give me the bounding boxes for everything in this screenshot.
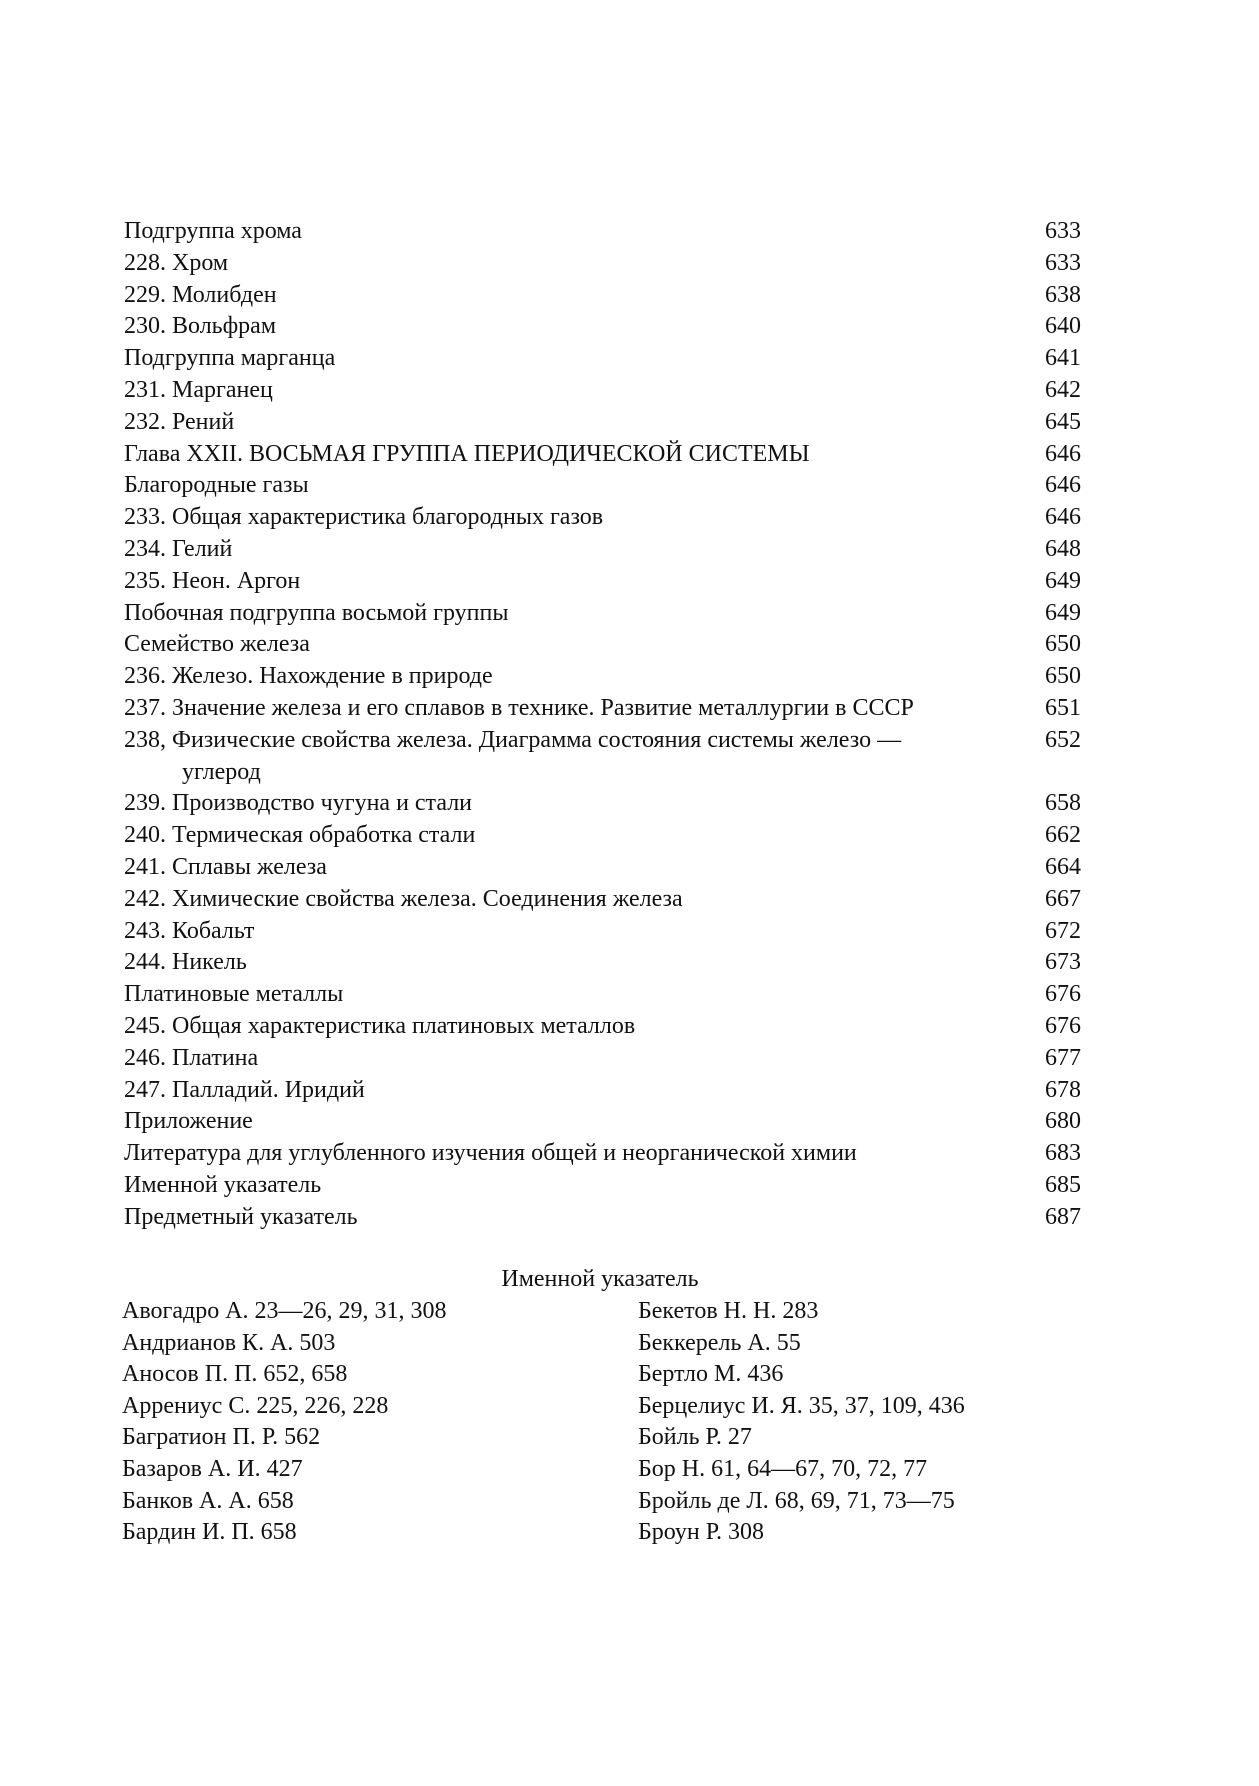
toc-entry-title: 241. Сплавы железа bbox=[124, 853, 327, 880]
toc-entry bbox=[124, 820, 1084, 852]
name-index-heading: Именной указатель bbox=[501, 1266, 699, 1292]
toc-entry-page-number: 641 bbox=[1045, 345, 1081, 372]
toc-entry bbox=[124, 502, 1084, 534]
name-index-entry: Берцелиус И. Я. 35, 37, 109, 436 bbox=[638, 1392, 965, 1419]
toc-entry bbox=[124, 470, 1084, 502]
toc-entry-title: 234. Гелий bbox=[124, 535, 233, 562]
toc-entry bbox=[124, 311, 1084, 343]
toc-entry-title: 236. Железо. Нахождение в природе bbox=[124, 663, 493, 690]
name-index-entry: Бардин И. П. 658 bbox=[122, 1519, 297, 1546]
toc-entry-page-number: 676 bbox=[1045, 1012, 1081, 1039]
toc-entry-page-number: 651 bbox=[1045, 694, 1081, 721]
toc-entry-title: 243. Кобальт bbox=[124, 917, 255, 944]
toc-entry bbox=[124, 598, 1084, 630]
toc-entry-page-number: 633 bbox=[1045, 218, 1081, 244]
name-index-entry: Банков А. А. 658 bbox=[122, 1487, 294, 1514]
toc-entry-title: 238, Физические свойства железа. Диаграмма состояния системы железо — bbox=[124, 726, 902, 753]
toc-entry-page-number: 638 bbox=[1045, 281, 1081, 308]
toc-entry bbox=[124, 343, 1084, 375]
toc-entry-title: Предметный указатель bbox=[124, 1203, 358, 1230]
toc-entry-page-number: 680 bbox=[1045, 1108, 1081, 1135]
toc-entry-title: Семейство железа bbox=[124, 631, 310, 658]
name-index-entry: Багратион П. Р. 562 bbox=[122, 1424, 321, 1451]
name-index-entry: Аррениус С. 225, 226, 228 bbox=[122, 1392, 389, 1419]
toc-entry-page-number: 667 bbox=[1045, 885, 1081, 912]
toc-entry-title: Литература для углубленного изучения общей и неорганической химии bbox=[124, 1140, 857, 1167]
name-index-left-column bbox=[122, 1296, 447, 1549]
toc-entry-title: 233. Общая характеристика благородных газов bbox=[124, 504, 604, 531]
toc-entry-page-number: 662 bbox=[1045, 822, 1081, 849]
toc-entry-title: 242. Химические свойства железа. Соединения железа bbox=[124, 885, 683, 912]
toc-entry bbox=[124, 280, 1084, 312]
toc-entry bbox=[124, 1106, 1084, 1138]
toc-entry-page-number: 640 bbox=[1045, 313, 1081, 340]
toc-entry-title: Подгруппа хрома bbox=[124, 218, 302, 244]
toc-entry bbox=[124, 439, 1084, 471]
toc-entry-page-number: 687 bbox=[1045, 1203, 1081, 1230]
toc-entry bbox=[124, 375, 1084, 407]
toc-entry-page-number: 646 bbox=[1045, 440, 1081, 467]
toc-entry-title: Приложение bbox=[124, 1108, 253, 1135]
name-index-right-column bbox=[638, 1296, 965, 1549]
toc-entry-page-number: 646 bbox=[1045, 504, 1081, 531]
toc-entry-title: Платиновые металлы bbox=[124, 981, 344, 1008]
toc-entry-title: Глава XXII. ВОСЬМАЯ ГРУППА ПЕРИОДИЧЕСКОЙ СИСТЕМЫ bbox=[124, 440, 810, 467]
toc-entry-title: 244. Никель bbox=[124, 949, 247, 976]
toc-entry-page-number: 646 bbox=[1045, 472, 1081, 499]
toc-entry bbox=[124, 534, 1084, 566]
toc-entry bbox=[124, 566, 1084, 598]
toc-entry-page-number: 672 bbox=[1045, 917, 1081, 944]
name-index-entry: Аносов П. П. 652, 658 bbox=[122, 1361, 348, 1388]
toc-entry bbox=[124, 884, 1084, 916]
toc-entry-page-number: 658 bbox=[1045, 790, 1081, 817]
toc-entry bbox=[124, 407, 1084, 439]
toc-entry-page-number: 650 bbox=[1045, 663, 1081, 690]
toc-entry bbox=[124, 916, 1084, 948]
toc-entry-title: 247. Палладий. Иридий bbox=[124, 1076, 365, 1103]
toc-entry-page-number: 652 bbox=[1045, 726, 1081, 753]
toc-entry-title: 237. Значение железа и его сплавов в технике. Развитие металлургии в СССР bbox=[124, 694, 914, 721]
toc-entry-page-number: 645 bbox=[1045, 408, 1081, 435]
name-index-entry: Бойль Р. 27 bbox=[638, 1424, 752, 1451]
toc-entry-title: 228. Хром bbox=[124, 249, 229, 276]
name-index-entry: Беккерель А. 55 bbox=[638, 1329, 801, 1356]
toc-entry bbox=[124, 629, 1084, 661]
toc-entry bbox=[124, 979, 1084, 1011]
toc-entry-page-number: 649 bbox=[1045, 567, 1081, 594]
toc-entry-page-number: 648 bbox=[1045, 535, 1081, 562]
toc-entry bbox=[124, 725, 1084, 789]
toc-entry-page-number: 650 bbox=[1045, 631, 1081, 658]
toc-entry bbox=[124, 788, 1084, 820]
toc-entry bbox=[124, 216, 1084, 248]
toc-entry-page-number: 664 bbox=[1045, 853, 1081, 880]
toc-entry-page-number: 676 bbox=[1045, 981, 1081, 1008]
toc-entry bbox=[124, 1075, 1084, 1107]
toc-entry bbox=[124, 1138, 1084, 1170]
table-of-contents bbox=[124, 216, 1084, 1234]
toc-entry bbox=[124, 1011, 1084, 1043]
toc-entry-page-number: 649 bbox=[1045, 599, 1081, 626]
toc-entry-title: Подгруппа марганца bbox=[124, 345, 336, 372]
toc-entry-page-number: 642 bbox=[1045, 376, 1081, 403]
toc-entry bbox=[124, 1202, 1084, 1234]
toc-entry bbox=[124, 1170, 1084, 1202]
toc-entry-title: 246. Платина bbox=[124, 1044, 259, 1071]
toc-entry-title: 229. Молибден bbox=[124, 281, 277, 308]
toc-entry-title: 245. Общая характеристика платиновых металлов bbox=[124, 1012, 636, 1039]
toc-entry-page-number: 673 bbox=[1045, 949, 1081, 976]
toc-entry-title: 235. Неон. Аргон bbox=[124, 567, 301, 594]
name-index-entry: Бройль де Л. 68, 69, 71, 73—75 bbox=[638, 1487, 955, 1514]
toc-entry-page-number: 677 bbox=[1045, 1044, 1081, 1071]
name-index-entry: Авогадро А. 23—26, 29, 31, 308 bbox=[122, 1298, 447, 1324]
toc-entry bbox=[124, 852, 1084, 884]
name-index-entry: Базаров А. И. 427 bbox=[122, 1455, 303, 1482]
toc-entry-title: Именной указатель bbox=[124, 1171, 322, 1198]
toc-entry-title: 231. Марганец bbox=[124, 376, 273, 403]
name-index-entry: Бертло М. 436 bbox=[638, 1361, 784, 1388]
name-index-entry: Бекетов Н. Н. 283 bbox=[638, 1298, 819, 1324]
toc-entry-title-continuation: углерод bbox=[182, 758, 261, 785]
toc-entry-title: 230. Вольфрам bbox=[124, 313, 277, 340]
toc-entry bbox=[124, 1043, 1084, 1075]
toc-entry-title: 232. Рений bbox=[124, 408, 235, 435]
toc-entry-page-number: 633 bbox=[1045, 249, 1081, 276]
toc-entry bbox=[124, 947, 1084, 979]
toc-entry-title: Благородные газы bbox=[124, 472, 309, 499]
name-index-entry: Андрианов К. А. 503 bbox=[122, 1329, 336, 1356]
toc-entry-page-number: 678 bbox=[1045, 1076, 1081, 1103]
toc-entry-title: Побочная подгруппа восьмой группы bbox=[124, 599, 509, 626]
toc-entry-page-number: 685 bbox=[1045, 1171, 1081, 1198]
toc-entry-title: 239. Производство чугуна и стали bbox=[124, 790, 473, 817]
toc-entry bbox=[124, 248, 1084, 280]
toc-entry-title: 240. Термическая обработка стали bbox=[124, 822, 476, 849]
name-index-entry: Броун Р. 308 bbox=[638, 1519, 765, 1546]
toc-entry bbox=[124, 693, 1084, 725]
toc-entry bbox=[124, 661, 1084, 693]
toc-entry-page-number: 683 bbox=[1045, 1140, 1081, 1167]
name-index-entry: Бор Н. 61, 64—67, 70, 72, 77 bbox=[638, 1455, 928, 1482]
